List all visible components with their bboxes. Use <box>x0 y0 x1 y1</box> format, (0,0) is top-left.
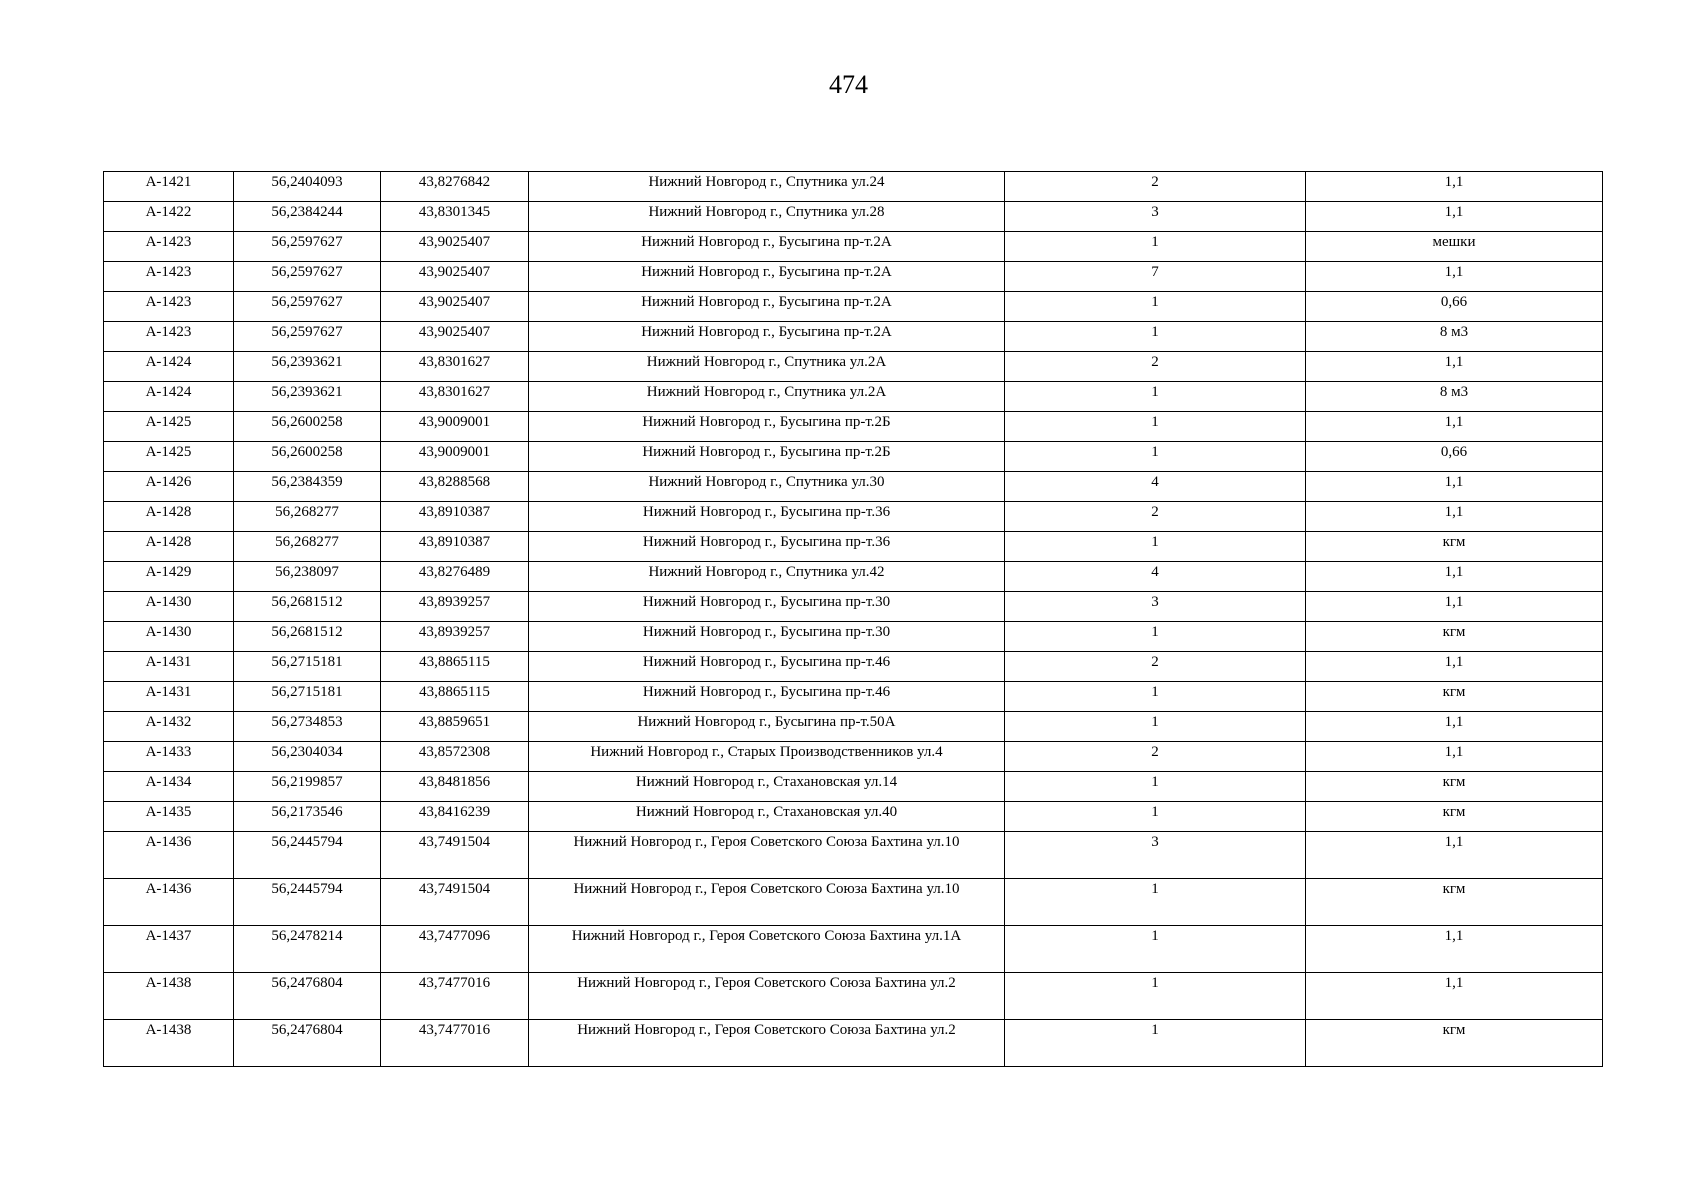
site-id-cell: А-1437 <box>104 926 234 973</box>
container-count-cell: 2 <box>1005 352 1306 382</box>
container-volume-cell: 1,1 <box>1306 412 1603 442</box>
address-cell: Нижний Новгород г., Бусыгина пр-т.36 <box>529 532 1005 562</box>
site-id-cell: А-1425 <box>104 412 234 442</box>
address-cell: Нижний Новгород г., Спутника ул.24 <box>529 172 1005 202</box>
latitude-cell: 56,2304034 <box>234 742 381 772</box>
latitude-cell: 56,2445794 <box>234 879 381 926</box>
longitude-cell: 43,9025407 <box>381 262 529 292</box>
latitude-cell: 56,268277 <box>234 502 381 532</box>
latitude-cell: 56,2173546 <box>234 802 381 832</box>
longitude-cell: 43,9025407 <box>381 292 529 322</box>
table-row <box>104 322 1603 352</box>
longitude-cell: 43,8301627 <box>381 352 529 382</box>
address-cell: Нижний Новгород г., Бусыгина пр-т.2А <box>529 322 1005 352</box>
longitude-cell: 43,8859651 <box>381 712 529 742</box>
site-id-cell: А-1426 <box>104 472 234 502</box>
table-row <box>104 742 1603 772</box>
container-count-cell: 1 <box>1005 772 1306 802</box>
table-row <box>104 622 1603 652</box>
latitude-cell: 56,2199857 <box>234 772 381 802</box>
address-cell: Нижний Новгород г., Бусыгина пр-т.2А <box>529 262 1005 292</box>
address-cell: Нижний Новгород г., Бусыгина пр-т.2Б <box>529 412 1005 442</box>
address-cell: Нижний Новгород г., Бусыгина пр-т.30 <box>529 592 1005 622</box>
site-id-cell: А-1424 <box>104 352 234 382</box>
longitude-cell: 43,8910387 <box>381 502 529 532</box>
table-row <box>104 382 1603 412</box>
address-cell: Нижний Новгород г., Бусыгина пр-т.46 <box>529 652 1005 682</box>
page-number: 474 <box>829 70 868 99</box>
container-volume-cell: 1,1 <box>1306 262 1603 292</box>
site-id-cell: А-1429 <box>104 562 234 592</box>
site-id-cell: А-1430 <box>104 622 234 652</box>
table-row <box>104 832 1603 879</box>
latitude-cell: 56,2384244 <box>234 202 381 232</box>
container-volume-cell: 0,66 <box>1306 442 1603 472</box>
site-id-cell: А-1434 <box>104 772 234 802</box>
table-row <box>104 879 1603 926</box>
table-body <box>104 172 1603 1067</box>
latitude-cell: 56,2715181 <box>234 682 381 712</box>
address-cell: Нижний Новгород г., Героя Советского Союза Бахтина ул.10 <box>529 832 1005 879</box>
container-volume-cell: кгм <box>1306 1020 1603 1067</box>
table-row <box>104 926 1603 973</box>
table-row <box>104 562 1603 592</box>
site-id-cell: А-1431 <box>104 652 234 682</box>
latitude-cell: 56,2600258 <box>234 442 381 472</box>
latitude-cell: 56,2478214 <box>234 926 381 973</box>
table-row <box>104 682 1603 712</box>
site-id-cell: А-1433 <box>104 742 234 772</box>
latitude-cell: 56,2476804 <box>234 973 381 1020</box>
latitude-cell: 56,2681512 <box>234 592 381 622</box>
container-count-cell: 2 <box>1005 502 1306 532</box>
container-count-cell: 3 <box>1005 592 1306 622</box>
container-volume-cell: 1,1 <box>1306 712 1603 742</box>
container-count-cell: 1 <box>1005 622 1306 652</box>
table-row <box>104 532 1603 562</box>
latitude-cell: 56,2600258 <box>234 412 381 442</box>
container-count-cell: 1 <box>1005 532 1306 562</box>
longitude-cell: 43,8288568 <box>381 472 529 502</box>
longitude-cell: 43,7477016 <box>381 973 529 1020</box>
container-count-cell: 1 <box>1005 973 1306 1020</box>
site-id-cell: А-1436 <box>104 879 234 926</box>
address-cell: Нижний Новгород г., Спутника ул.2А <box>529 352 1005 382</box>
container-volume-cell: 8 м3 <box>1306 322 1603 352</box>
table-row <box>104 592 1603 622</box>
longitude-cell: 43,8865115 <box>381 652 529 682</box>
site-id-cell: А-1428 <box>104 532 234 562</box>
container-count-cell: 1 <box>1005 879 1306 926</box>
container-volume-cell: 1,1 <box>1306 742 1603 772</box>
container-count-cell: 1 <box>1005 442 1306 472</box>
table-row <box>104 652 1603 682</box>
latitude-cell: 56,2597627 <box>234 232 381 262</box>
longitude-cell: 43,7477016 <box>381 1020 529 1067</box>
container-volume-cell: 1,1 <box>1306 172 1603 202</box>
container-count-cell: 1 <box>1005 1020 1306 1067</box>
address-cell: Нижний Новгород г., Спутника ул.42 <box>529 562 1005 592</box>
address-cell: Нижний Новгород г., Бусыгина пр-т.50А <box>529 712 1005 742</box>
container-count-cell: 2 <box>1005 742 1306 772</box>
table-row <box>104 472 1603 502</box>
container-volume-cell: 0,66 <box>1306 292 1603 322</box>
site-id-cell: А-1435 <box>104 802 234 832</box>
container-volume-cell: 1,1 <box>1306 502 1603 532</box>
container-count-cell: 3 <box>1005 202 1306 232</box>
site-id-cell: А-1438 <box>104 973 234 1020</box>
container-count-cell: 1 <box>1005 682 1306 712</box>
container-count-cell: 1 <box>1005 322 1306 352</box>
site-id-cell: А-1428 <box>104 502 234 532</box>
address-cell: Нижний Новгород г., Героя Советского Союза Бахтина ул.1А <box>529 926 1005 973</box>
container-count-cell: 2 <box>1005 652 1306 682</box>
site-id-cell: А-1423 <box>104 322 234 352</box>
address-cell: Нижний Новгород г., Стахановская ул.40 <box>529 802 1005 832</box>
latitude-cell: 56,238097 <box>234 562 381 592</box>
container-count-cell: 3 <box>1005 832 1306 879</box>
container-volume-cell: 1,1 <box>1306 652 1603 682</box>
address-cell: Нижний Новгород г., Бусыгина пр-т.46 <box>529 682 1005 712</box>
longitude-cell: 43,8939257 <box>381 592 529 622</box>
address-cell: Нижний Новгород г., Спутника ул.30 <box>529 472 1005 502</box>
table-row <box>104 802 1603 832</box>
container-volume-cell: 1,1 <box>1306 832 1603 879</box>
container-volume-cell: 1,1 <box>1306 352 1603 382</box>
table-row <box>104 292 1603 322</box>
container-count-cell: 1 <box>1005 926 1306 973</box>
site-id-cell: А-1422 <box>104 202 234 232</box>
container-count-cell: 1 <box>1005 412 1306 442</box>
address-cell: Нижний Новгород г., Героя Советского Союза Бахтина ул.10 <box>529 879 1005 926</box>
container-volume-cell: кгм <box>1306 622 1603 652</box>
table-row <box>104 352 1603 382</box>
container-volume-cell: мешки <box>1306 232 1603 262</box>
table-row <box>104 412 1603 442</box>
address-cell: Нижний Новгород г., Бусыгина пр-т.2Б <box>529 442 1005 472</box>
address-cell: Нижний Новгород г., Героя Советского Союза Бахтина ул.2 <box>529 1020 1005 1067</box>
address-cell: Нижний Новгород г., Бусыгина пр-т.30 <box>529 622 1005 652</box>
container-sites-table <box>103 171 1603 1067</box>
site-id-cell: А-1430 <box>104 592 234 622</box>
container-volume-cell: 1,1 <box>1306 472 1603 502</box>
table-row <box>104 232 1603 262</box>
longitude-cell: 43,8276842 <box>381 172 529 202</box>
latitude-cell: 56,2476804 <box>234 1020 381 1067</box>
longitude-cell: 43,7477096 <box>381 926 529 973</box>
container-volume-cell: 8 м3 <box>1306 382 1603 412</box>
longitude-cell: 43,8572308 <box>381 742 529 772</box>
site-id-cell: А-1431 <box>104 682 234 712</box>
longitude-cell: 43,8910387 <box>381 532 529 562</box>
container-volume-cell: 1,1 <box>1306 202 1603 232</box>
address-cell: Нижний Новгород г., Спутника ул.2А <box>529 382 1005 412</box>
latitude-cell: 56,2393621 <box>234 382 381 412</box>
container-count-cell: 1 <box>1005 292 1306 322</box>
container-volume-cell: кгм <box>1306 532 1603 562</box>
container-volume-cell: кгм <box>1306 802 1603 832</box>
table-row <box>104 202 1603 232</box>
container-count-cell: 7 <box>1005 262 1306 292</box>
address-cell: Нижний Новгород г., Героя Советского Союза Бахтина ул.2 <box>529 973 1005 1020</box>
table-row <box>104 712 1603 742</box>
container-volume-cell: кгм <box>1306 879 1603 926</box>
table-row <box>104 502 1603 532</box>
latitude-cell: 56,2597627 <box>234 262 381 292</box>
longitude-cell: 43,7491504 <box>381 879 529 926</box>
site-id-cell: А-1423 <box>104 232 234 262</box>
latitude-cell: 56,268277 <box>234 532 381 562</box>
table-row <box>104 262 1603 292</box>
site-id-cell: А-1425 <box>104 442 234 472</box>
latitude-cell: 56,2384359 <box>234 472 381 502</box>
latitude-cell: 56,2734853 <box>234 712 381 742</box>
address-cell: Нижний Новгород г., Спутника ул.28 <box>529 202 1005 232</box>
address-cell: Нижний Новгород г., Бусыгина пр-т.2А <box>529 292 1005 322</box>
latitude-cell: 56,2597627 <box>234 292 381 322</box>
longitude-cell: 43,8301345 <box>381 202 529 232</box>
longitude-cell: 43,9025407 <box>381 232 529 262</box>
site-id-cell: А-1423 <box>104 292 234 322</box>
address-cell: Нижний Новгород г., Стахановская ул.14 <box>529 772 1005 802</box>
address-cell: Нижний Новгород г., Старых Производственников ул.4 <box>529 742 1005 772</box>
address-cell: Нижний Новгород г., Бусыгина пр-т.2А <box>529 232 1005 262</box>
site-id-cell: А-1432 <box>104 712 234 742</box>
address-cell: Нижний Новгород г., Бусыгина пр-т.36 <box>529 502 1005 532</box>
site-id-cell: А-1438 <box>104 1020 234 1067</box>
latitude-cell: 56,2715181 <box>234 652 381 682</box>
longitude-cell: 43,8939257 <box>381 622 529 652</box>
table-row <box>104 973 1603 1020</box>
container-count-cell: 1 <box>1005 232 1306 262</box>
container-volume-cell: 1,1 <box>1306 592 1603 622</box>
site-id-cell: А-1423 <box>104 262 234 292</box>
container-volume-cell: кгм <box>1306 772 1603 802</box>
container-count-cell: 4 <box>1005 472 1306 502</box>
container-volume-cell: 1,1 <box>1306 926 1603 973</box>
longitude-cell: 43,9009001 <box>381 412 529 442</box>
site-id-cell: А-1421 <box>104 172 234 202</box>
latitude-cell: 56,2404093 <box>234 172 381 202</box>
container-count-cell: 2 <box>1005 172 1306 202</box>
longitude-cell: 43,8865115 <box>381 682 529 712</box>
container-volume-cell: 1,1 <box>1306 973 1603 1020</box>
container-count-cell: 1 <box>1005 712 1306 742</box>
container-count-cell: 1 <box>1005 382 1306 412</box>
container-count-cell: 4 <box>1005 562 1306 592</box>
site-id-cell: А-1436 <box>104 832 234 879</box>
table-row <box>104 772 1603 802</box>
longitude-cell: 43,9025407 <box>381 322 529 352</box>
table-row <box>104 1020 1603 1067</box>
site-id-cell: А-1424 <box>104 382 234 412</box>
latitude-cell: 56,2597627 <box>234 322 381 352</box>
longitude-cell: 43,8416239 <box>381 802 529 832</box>
longitude-cell: 43,8481856 <box>381 772 529 802</box>
container-volume-cell: кгм <box>1306 682 1603 712</box>
longitude-cell: 43,9009001 <box>381 442 529 472</box>
longitude-cell: 43,8301627 <box>381 382 529 412</box>
table-row <box>104 442 1603 472</box>
latitude-cell: 56,2681512 <box>234 622 381 652</box>
container-volume-cell: 1,1 <box>1306 562 1603 592</box>
longitude-cell: 43,8276489 <box>381 562 529 592</box>
table-row <box>104 172 1603 202</box>
latitude-cell: 56,2393621 <box>234 352 381 382</box>
longitude-cell: 43,7491504 <box>381 832 529 879</box>
latitude-cell: 56,2445794 <box>234 832 381 879</box>
container-count-cell: 1 <box>1005 802 1306 832</box>
